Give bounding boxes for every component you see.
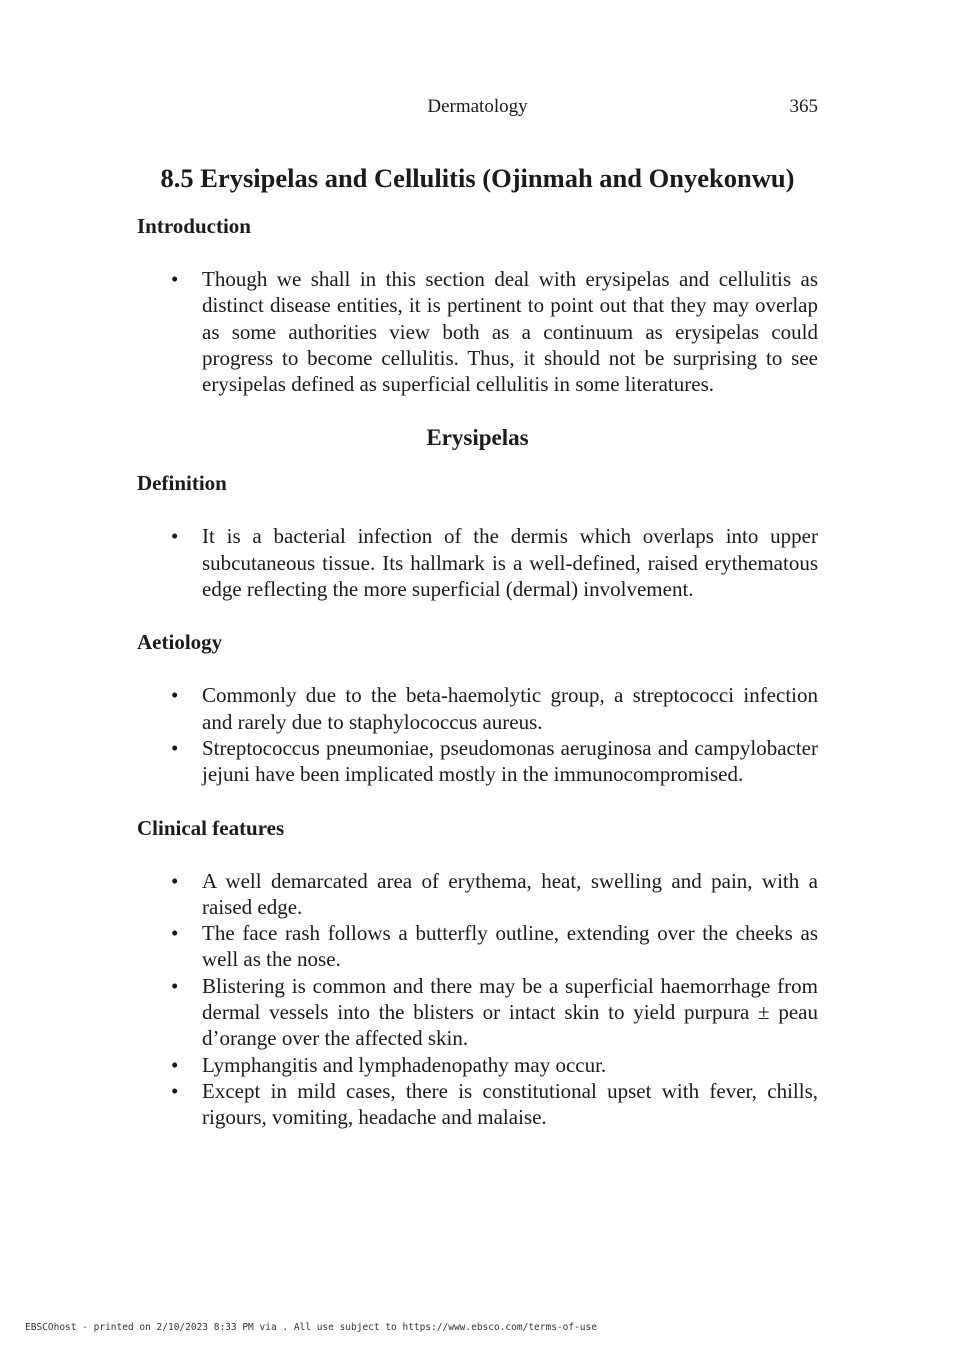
list-item	[137, 920, 818, 973]
list-item-text: A well demarcated area of erythema, heat, swelling and pain, with a raised edge.	[202, 868, 818, 919]
running-head	[137, 96, 818, 122]
bullet-icon: •	[171, 267, 179, 291]
bullet-icon: •	[171, 735, 179, 760]
bullet-icon: •	[171, 1052, 179, 1077]
ebsco-footer: EBSCOhost - printed on 2/10/2023 8:33 PM via . All use subject to https://www.ebsco.com/terms-of-use	[25, 1322, 597, 1333]
list-item	[137, 1078, 818, 1131]
running-head-title: Dermatology	[427, 96, 528, 117]
page-number: 365	[789, 96, 818, 117]
bullet-icon: •	[171, 868, 179, 893]
bullet-icon: •	[171, 921, 179, 946]
list-item-text: Lymphangitis and lymphadenopathy may occur.	[202, 1052, 607, 1077]
list-item-text: It is a bacterial infection of the dermis which overlaps into upper subcutaneous tissue. Its hallmark is a well-defined, raised erythematous edge reflecting the more superficial (dermal) involvement.	[202, 524, 818, 602]
clinical-features-list	[137, 868, 818, 1131]
section-title: 8.5 Erysipelas and Cellulitis (Ojinmah and Onyekonwu)	[160, 163, 795, 193]
bullet-icon: •	[171, 1078, 179, 1103]
clinical-features-heading: Clinical features	[137, 815, 285, 840]
list-item-text: Streptococcus pneumoniae, pseudomonas aeruginosa and campylobacter jejuni have been implicated mostly in the immunocompromised.	[202, 735, 818, 787]
bullet-icon: •	[171, 524, 179, 549]
list-item	[137, 1052, 818, 1078]
introduction-heading: Introduction	[137, 214, 251, 238]
erysipelas-heading: Erysipelas	[426, 425, 529, 451]
list-item	[137, 682, 818, 735]
list-item	[137, 735, 818, 788]
bullet-icon: •	[171, 973, 179, 998]
bullet-icon: •	[171, 683, 179, 708]
page-content	[137, 160, 818, 1131]
list-item-text: The face rash follows a butterfly outline, extending over the cheeks as well as the nose.	[202, 921, 818, 972]
list-item-text: Blistering is common and there may be a superficial haemorrhage from dermal vessels into the blisters or intact skin to yield purpura ± peau d’orange over the affected skin.	[202, 973, 818, 1051]
list-item-text: Except in mild cases, there is constitutional upset with fever, chills, rigours, vomiting, headache and malaise.	[202, 1078, 818, 1130]
list-item	[137, 523, 818, 602]
definition-heading: Definition	[137, 471, 227, 496]
list-item-text: Commonly due to the beta-haemolytic group, a streptococci infection and rarely due to staphylococcus aureus.	[202, 683, 818, 734]
list-item-text: Though we shall in this section deal with erysipelas and cellulitis as distinct disease entities, it is pertinent to point out that they may overlap as some authorities view both as a continuum as erysipelas could progress to become cellulitis. Thus, it should not be surprising to see erysipelas defined as superficial cellulitis in some literatures.	[202, 267, 818, 397]
aetiology-heading: Aetiology	[137, 630, 223, 655]
definition-list	[137, 523, 818, 602]
introduction-list	[137, 266, 818, 397]
aetiology-list	[137, 682, 818, 787]
list-item	[137, 973, 818, 1052]
list-item	[137, 266, 818, 397]
list-item	[137, 868, 818, 921]
